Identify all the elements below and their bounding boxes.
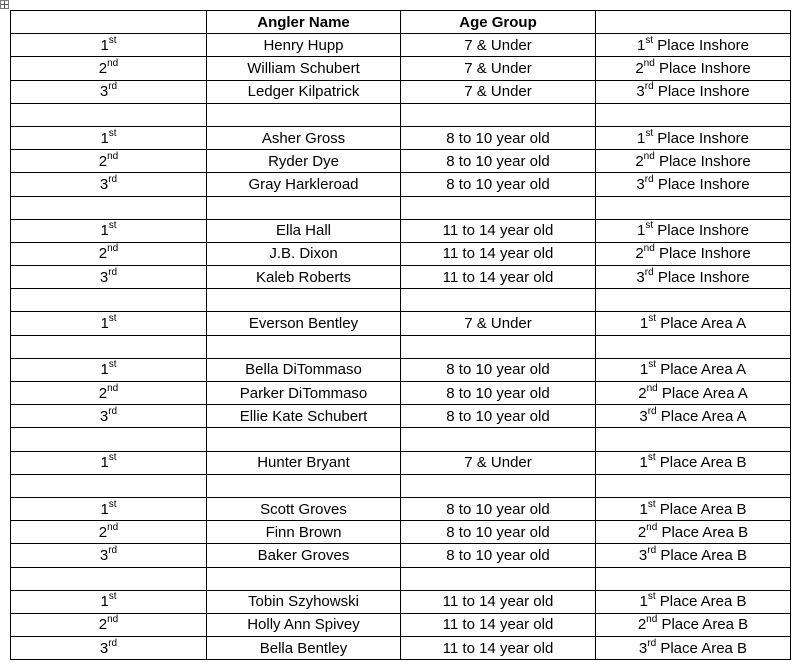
award-ordinal-suffix: st [648, 359, 657, 371]
empty-cell [596, 567, 791, 590]
award-cell [596, 312, 791, 335]
table-row [11, 590, 791, 613]
angler-name-cell: Bella Bentley [207, 637, 401, 660]
empty-cell [11, 474, 207, 497]
place-ordinal-suffix: nd [107, 150, 119, 162]
award-text: Place Area B [656, 546, 748, 564]
place-cell [11, 358, 207, 381]
award-number: 1 [639, 454, 648, 472]
empty-cell [207, 335, 401, 358]
angler-name-cell: William Schubert [207, 57, 401, 80]
place-number: 1 [100, 129, 109, 147]
place-ordinal-suffix: rd [108, 173, 118, 185]
place-number: 3 [99, 175, 109, 193]
place-cell [11, 521, 207, 544]
award-text: Place Inshore [653, 83, 750, 101]
age-group-cell: 11 to 14 year old [401, 219, 596, 242]
age-group-cell: 11 to 14 year old [401, 266, 596, 289]
angler-name-cell: Kaleb Roberts [207, 266, 401, 289]
place-cell [11, 219, 207, 242]
place-number: 2 [98, 523, 108, 541]
age-group-cell: 11 to 14 year old [401, 242, 596, 265]
award-number: 3 [636, 175, 645, 193]
award-number: 2 [635, 59, 644, 77]
age-group-cell: 7 & Under [401, 34, 596, 57]
award-cell [596, 34, 791, 57]
place-cell [11, 242, 207, 265]
header-place [11, 11, 207, 34]
place-cell [11, 451, 207, 474]
angler-name-cell: Gray Harkleroad [207, 173, 401, 196]
place-ordinal-suffix: st [108, 498, 117, 510]
age-group-cell: 11 to 14 year old [401, 590, 596, 613]
table-row-spacer [11, 196, 791, 219]
place-number: 2 [98, 152, 108, 170]
results-body [11, 34, 791, 660]
place-number: 3 [99, 639, 109, 657]
age-group-cell: 8 to 10 year old [401, 497, 596, 520]
place-ordinal-suffix: st [108, 313, 117, 325]
angler-name-cell: Ryder Dye [207, 150, 401, 173]
award-ordinal-suffix: st [645, 34, 654, 46]
award-cell [596, 126, 791, 149]
award-number: 2 [638, 384, 647, 402]
place-cell [11, 173, 207, 196]
award-ordinal-suffix: st [645, 127, 654, 139]
empty-cell [11, 335, 207, 358]
place-ordinal-suffix: nd [107, 521, 119, 533]
angler-name-cell: Ledger Kilpatrick [207, 80, 401, 103]
award-cell [596, 497, 791, 520]
age-group-cell: 8 to 10 year old [401, 382, 596, 405]
award-text: Place Area B [655, 500, 747, 518]
place-ordinal-suffix: rd [108, 405, 118, 417]
place-ordinal-suffix: st [108, 220, 117, 232]
angler-name-cell: Finn Brown [207, 521, 401, 544]
age-group-cell: 7 & Under [401, 80, 596, 103]
table-row [11, 266, 791, 289]
award-text: Place Area A [656, 407, 747, 425]
award-number: 3 [639, 407, 648, 425]
angler-name-cell: Henry Hupp [207, 34, 401, 57]
award-text: Place Inshore [653, 129, 749, 147]
table-header-row [11, 11, 791, 34]
place-ordinal-suffix: nd [107, 382, 119, 394]
angler-name-cell: Ella Hall [207, 219, 401, 242]
table-row [11, 405, 791, 428]
empty-cell [11, 567, 207, 590]
table-row [11, 497, 791, 520]
table-row [11, 613, 791, 636]
table-row [11, 382, 791, 405]
place-ordinal-suffix: rd [108, 544, 118, 556]
award-text: Place Inshore [653, 222, 749, 240]
empty-cell [401, 335, 596, 358]
place-number: 2 [98, 616, 108, 634]
place-number: 1 [100, 361, 109, 379]
results-table [10, 10, 791, 660]
place-cell [11, 266, 207, 289]
place-ordinal-suffix: st [108, 359, 117, 371]
empty-cell [207, 474, 401, 497]
empty-cell [596, 289, 791, 312]
award-ordinal-suffix: nd [643, 150, 655, 162]
age-group-cell: 11 to 14 year old [401, 613, 596, 636]
empty-cell [596, 103, 791, 126]
place-number: 2 [98, 245, 108, 263]
award-text: Place Inshore [654, 245, 751, 263]
place-number: 3 [99, 83, 109, 101]
table-row-spacer [11, 428, 791, 451]
award-text: Place Area B [657, 616, 749, 634]
table-row [11, 451, 791, 474]
table-row-spacer [11, 474, 791, 497]
place-ordinal-suffix: st [108, 452, 117, 464]
empty-cell [207, 103, 401, 126]
award-text: Place Area A [657, 384, 748, 402]
place-ordinal-suffix: nd [107, 243, 119, 255]
award-number: 1 [636, 36, 646, 54]
place-number: 1 [100, 222, 109, 240]
angler-name-cell: Hunter Bryant [207, 451, 401, 474]
place-number: 3 [99, 546, 109, 564]
empty-cell [401, 474, 596, 497]
place-number: 1 [100, 315, 109, 333]
table-row [11, 521, 791, 544]
empty-cell [596, 196, 791, 219]
award-number: 3 [636, 83, 645, 101]
award-number: 3 [638, 639, 648, 657]
place-cell [11, 312, 207, 335]
award-number: 1 [636, 129, 646, 147]
place-cell [11, 544, 207, 567]
angler-name-cell: Asher Gross [207, 126, 401, 149]
award-text: Place Area A [656, 361, 747, 379]
award-ordinal-suffix: nd [646, 382, 658, 394]
angler-name-cell: Tobin Szyhowski [207, 590, 401, 613]
empty-cell [207, 196, 401, 219]
table-row-spacer [11, 289, 791, 312]
place-cell [11, 80, 207, 103]
place-cell [11, 405, 207, 428]
angler-name-cell: Parker DiTommaso [207, 382, 401, 405]
award-cell [596, 637, 791, 660]
award-cell [596, 266, 791, 289]
table-row [11, 312, 791, 335]
place-cell [11, 34, 207, 57]
place-ordinal-suffix: st [108, 34, 117, 46]
table-row [11, 219, 791, 242]
empty-cell [11, 428, 207, 451]
empty-cell [207, 289, 401, 312]
award-cell [596, 150, 791, 173]
award-cell [596, 590, 791, 613]
award-number: 1 [639, 500, 648, 518]
award-cell [596, 173, 791, 196]
award-text: Place Inshore [654, 59, 751, 77]
award-number: 3 [638, 546, 648, 564]
place-cell [11, 57, 207, 80]
award-cell [596, 80, 791, 103]
award-cell [596, 451, 791, 474]
place-ordinal-suffix: rd [108, 637, 118, 649]
place-ordinal-suffix: st [108, 591, 117, 603]
award-number: 2 [635, 152, 644, 170]
award-number: 3 [636, 268, 645, 286]
place-cell [11, 590, 207, 613]
angler-name-cell: Everson Bentley [207, 312, 401, 335]
award-ordinal-suffix: rd [644, 81, 654, 93]
award-ordinal-suffix: rd [644, 266, 654, 278]
award-number: 1 [639, 361, 649, 379]
table-row [11, 34, 791, 57]
place-cell [11, 497, 207, 520]
award-text: Place Inshore [653, 268, 750, 286]
table-row [11, 126, 791, 149]
age-group-cell: 8 to 10 year old [401, 150, 596, 173]
place-cell [11, 382, 207, 405]
award-number: 1 [639, 315, 649, 333]
award-cell [596, 405, 791, 428]
table-row [11, 358, 791, 381]
empty-cell [401, 428, 596, 451]
table-row [11, 80, 791, 103]
award-number: 2 [637, 523, 647, 541]
award-number: 2 [637, 616, 647, 634]
award-ordinal-suffix: st [647, 452, 656, 464]
place-ordinal-suffix: nd [107, 57, 119, 69]
header-angler-name: Angler Name [207, 11, 401, 34]
place-number: 2 [98, 384, 108, 402]
table-row [11, 637, 791, 660]
award-number: 1 [636, 222, 646, 240]
award-cell [596, 358, 791, 381]
award-number: 1 [639, 593, 648, 611]
award-ordinal-suffix: rd [644, 173, 654, 185]
empty-cell [401, 196, 596, 219]
award-text: Place Area B [656, 639, 748, 657]
empty-cell [401, 103, 596, 126]
empty-cell [207, 428, 401, 451]
place-cell [11, 150, 207, 173]
table-row [11, 150, 791, 173]
place-ordinal-suffix: rd [108, 81, 118, 93]
award-cell [596, 219, 791, 242]
award-cell [596, 544, 791, 567]
award-text: Place Inshore [653, 175, 750, 193]
angler-name-cell: Holly Ann Spivey [207, 613, 401, 636]
move-arrows-icon [1, 1, 8, 8]
table-row [11, 544, 791, 567]
empty-cell [596, 428, 791, 451]
award-ordinal-suffix: st [647, 591, 656, 603]
empty-cell [11, 196, 207, 219]
award-text: Place Inshore [654, 152, 751, 170]
award-ordinal-suffix: nd [643, 243, 655, 255]
award-ordinal-suffix: rd [647, 544, 657, 556]
award-cell [596, 521, 791, 544]
place-number: 3 [99, 407, 109, 425]
table-move-handle-icon[interactable] [0, 0, 9, 9]
award-cell [596, 57, 791, 80]
table-row [11, 57, 791, 80]
table-row [11, 173, 791, 196]
award-cell [596, 242, 791, 265]
award-ordinal-suffix: nd [646, 614, 658, 626]
empty-cell [11, 289, 207, 312]
header-award [596, 11, 791, 34]
award-ordinal-suffix: nd [646, 521, 658, 533]
place-cell [11, 126, 207, 149]
place-cell [11, 637, 207, 660]
place-number: 1 [100, 454, 109, 472]
place-number: 1 [100, 36, 109, 54]
age-group-cell: 8 to 10 year old [401, 358, 596, 381]
age-group-cell: 7 & Under [401, 57, 596, 80]
angler-name-cell: Scott Groves [207, 497, 401, 520]
place-number: 3 [99, 268, 109, 286]
award-text: Place Area B [655, 454, 747, 472]
empty-cell [207, 567, 401, 590]
age-group-cell: 8 to 10 year old [401, 544, 596, 567]
empty-cell [401, 567, 596, 590]
place-ordinal-suffix: nd [107, 614, 119, 626]
age-group-cell: 7 & Under [401, 312, 596, 335]
award-ordinal-suffix: st [647, 498, 656, 510]
age-group-cell: 8 to 10 year old [401, 126, 596, 149]
age-group-cell: 7 & Under [401, 451, 596, 474]
place-number: 2 [98, 59, 108, 77]
empty-cell [401, 289, 596, 312]
place-cell [11, 613, 207, 636]
place-ordinal-suffix: rd [108, 266, 118, 278]
place-number: 1 [100, 500, 109, 518]
award-ordinal-suffix: rd [647, 637, 657, 649]
empty-cell [596, 335, 791, 358]
award-number: 2 [635, 245, 644, 263]
award-ordinal-suffix: st [648, 313, 657, 325]
award-cell [596, 382, 791, 405]
age-group-cell: 8 to 10 year old [401, 521, 596, 544]
place-ordinal-suffix: st [108, 127, 117, 139]
award-ordinal-suffix: nd [643, 57, 655, 69]
award-cell [596, 613, 791, 636]
table-row [11, 242, 791, 265]
age-group-cell: 8 to 10 year old [401, 173, 596, 196]
age-group-cell: 8 to 10 year old [401, 405, 596, 428]
award-text: Place Area B [655, 593, 747, 611]
age-group-cell: 11 to 14 year old [401, 637, 596, 660]
award-ordinal-suffix: rd [647, 405, 657, 417]
award-text: Place Area B [657, 523, 749, 541]
table-row-spacer [11, 567, 791, 590]
empty-cell [11, 103, 207, 126]
place-number: 1 [100, 593, 109, 611]
table-row-spacer [11, 335, 791, 358]
award-text: Place Area A [656, 315, 747, 333]
angler-name-cell: Ellie Kate Schubert [207, 405, 401, 428]
empty-cell [596, 474, 791, 497]
award-ordinal-suffix: st [645, 220, 654, 232]
angler-name-cell: Baker Groves [207, 544, 401, 567]
table-row-spacer [11, 103, 791, 126]
angler-name-cell: Bella DiTommaso [207, 358, 401, 381]
award-text: Place Inshore [653, 36, 749, 54]
header-age-group: Age Group [401, 11, 596, 34]
angler-name-cell: J.B. Dixon [207, 242, 401, 265]
